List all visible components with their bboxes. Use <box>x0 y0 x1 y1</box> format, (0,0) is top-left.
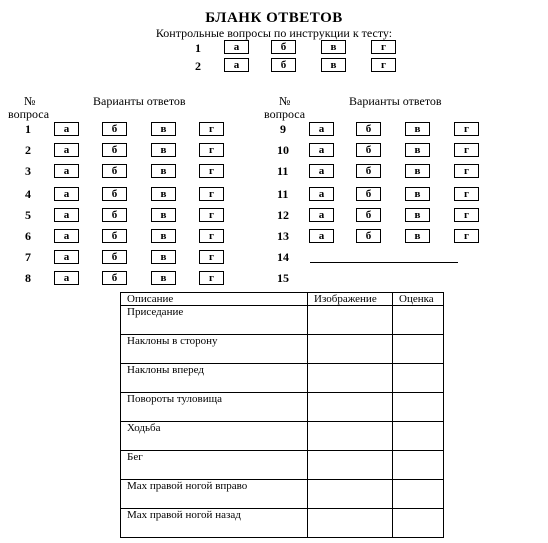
question-number: 10 <box>277 143 289 157</box>
q1-option-b[interactable]: б <box>102 122 127 136</box>
q10-option-b[interactable]: б <box>356 143 381 157</box>
q5-option-a[interactable]: а <box>54 208 79 222</box>
right-number-header-symbol: № <box>279 94 291 108</box>
exercise-image-cell[interactable] <box>308 509 393 538</box>
question-number: 5 <box>25 208 31 222</box>
left-variants-header: Варианты ответов <box>93 94 186 108</box>
q7-option-a[interactable]: а <box>54 250 79 264</box>
question-number: 8 <box>25 271 31 285</box>
q11b-option-a[interactable]: а <box>309 187 334 201</box>
q11b-option-v[interactable]: в <box>405 187 430 201</box>
q11-option-b[interactable]: б <box>356 164 381 178</box>
column-header-image: Изображение <box>308 293 393 306</box>
exercise-image-cell[interactable] <box>308 335 393 364</box>
q13-option-b[interactable]: б <box>356 229 381 243</box>
q12-option-g[interactable]: г <box>454 208 479 222</box>
exercise-score-cell[interactable] <box>393 509 444 538</box>
question-number: 1 <box>25 122 31 136</box>
exercise-score-cell[interactable] <box>393 364 444 393</box>
q11b-option-g[interactable]: г <box>454 187 479 201</box>
control-question-number: 1 <box>195 41 201 55</box>
left-number-header-label: вопроса <box>8 107 50 121</box>
q11-option-g[interactable]: г <box>454 164 479 178</box>
question-number: 11 <box>277 164 289 178</box>
q3-option-b[interactable]: б <box>102 164 127 178</box>
q5-option-v[interactable]: в <box>151 208 176 222</box>
q6-option-g[interactable]: г <box>199 229 224 243</box>
q12-option-b[interactable]: б <box>356 208 381 222</box>
form-title: БЛАНК ОТВЕТОВ <box>205 10 343 26</box>
q6-option-v[interactable]: в <box>151 229 176 243</box>
question-number: 4 <box>25 187 31 201</box>
q6-option-b[interactable]: б <box>102 229 127 243</box>
question-number: 11 <box>277 187 289 201</box>
q4-option-a[interactable]: а <box>54 187 79 201</box>
exercise-score-cell[interactable] <box>393 451 444 480</box>
q3-option-a[interactable]: а <box>54 164 79 178</box>
column-header-description: Описание <box>121 293 308 306</box>
table-row <box>121 480 444 509</box>
table-row <box>121 335 444 364</box>
q7-option-b[interactable]: б <box>102 250 127 264</box>
control-q1-option-v[interactable]: в <box>321 40 346 54</box>
left-number-header-symbol: № <box>24 94 36 108</box>
q11-option-a[interactable]: а <box>309 164 334 178</box>
exercise-image-cell[interactable] <box>308 451 393 480</box>
table-header-row <box>121 293 444 306</box>
q11-option-v[interactable]: в <box>405 164 430 178</box>
exercise-score-cell[interactable] <box>393 335 444 364</box>
q8-option-a[interactable]: а <box>54 271 79 285</box>
control-q1-option-g[interactable]: г <box>371 40 396 54</box>
column-header-score: Оценка <box>393 293 444 306</box>
q8-option-g[interactable]: г <box>199 271 224 285</box>
q12-option-v[interactable]: в <box>405 208 430 222</box>
q1-option-v[interactable]: в <box>151 122 176 136</box>
exercise-score-cell[interactable] <box>393 480 444 509</box>
exercise-image-cell[interactable] <box>308 480 393 509</box>
question-number: 9 <box>280 122 286 136</box>
table-row <box>121 509 444 538</box>
exercise-description: Бег <box>121 451 308 480</box>
control-q2-option-b[interactable]: б <box>271 58 296 72</box>
control-q1-option-a[interactable]: а <box>224 40 249 54</box>
q7-option-v[interactable]: в <box>151 250 176 264</box>
control-question-number: 2 <box>195 59 201 73</box>
q11b-option-b[interactable]: б <box>356 187 381 201</box>
right-number-header-label: вопроса <box>264 107 306 121</box>
q12-option-a[interactable]: а <box>309 208 334 222</box>
control-q1-option-b[interactable]: б <box>271 40 296 54</box>
q9-option-g[interactable]: г <box>454 122 479 136</box>
q6-option-a[interactable]: а <box>54 229 79 243</box>
q13-option-v[interactable]: в <box>405 229 430 243</box>
question-number: 3 <box>25 164 31 178</box>
q10-option-g[interactable]: г <box>454 143 479 157</box>
exercise-description: Повороты туловища <box>121 393 308 422</box>
q8-option-v[interactable]: в <box>151 271 176 285</box>
q4-option-g[interactable]: г <box>199 187 224 201</box>
exercise-image-cell[interactable] <box>308 393 393 422</box>
exercise-image-cell[interactable] <box>308 422 393 451</box>
q3-option-v[interactable]: в <box>151 164 176 178</box>
exercise-image-cell[interactable] <box>308 364 393 393</box>
q5-option-g[interactable]: г <box>199 208 224 222</box>
table-row <box>121 306 444 335</box>
q2-option-a[interactable]: а <box>54 143 79 157</box>
exercise-description: Приседание <box>121 306 308 335</box>
q9-option-v[interactable]: в <box>405 122 430 136</box>
question-number: 14 <box>277 250 289 264</box>
exercise-image-cell[interactable] <box>308 306 393 335</box>
form-subtitle: Контрольные вопросы по инструкции к тесту: <box>155 26 393 40</box>
exercise-score-cell[interactable] <box>393 393 444 422</box>
control-q2-option-v[interactable]: в <box>321 58 346 72</box>
q9-option-a[interactable]: а <box>309 122 334 136</box>
q10-option-v[interactable]: в <box>405 143 430 157</box>
q1-option-a[interactable]: а <box>54 122 79 136</box>
control-q2-option-a[interactable]: а <box>224 58 249 72</box>
control-q2-option-g[interactable]: г <box>371 58 396 72</box>
q10-option-a[interactable]: а <box>309 143 334 157</box>
q13-option-a[interactable]: а <box>309 229 334 243</box>
q2-option-v[interactable]: в <box>151 143 176 157</box>
exercise-score-cell[interactable] <box>393 306 444 335</box>
q2-option-b[interactable]: б <box>102 143 127 157</box>
table-row <box>121 393 444 422</box>
q8-option-b[interactable]: б <box>102 271 127 285</box>
q4-option-b[interactable]: б <box>102 187 127 201</box>
q5-option-b[interactable]: б <box>102 208 127 222</box>
right-variants-header: Варианты ответов <box>349 94 442 108</box>
question-number: 6 <box>25 229 31 243</box>
q1-option-g[interactable]: г <box>199 122 224 136</box>
q4-option-v[interactable]: в <box>151 187 176 201</box>
q3-option-g[interactable]: г <box>199 164 224 178</box>
exercise-description: Мах правой ногой назад <box>121 509 308 538</box>
q14-answer-line[interactable] <box>310 262 458 263</box>
question-number: 15 <box>277 271 289 285</box>
question-number: 7 <box>25 250 31 264</box>
table-row <box>121 451 444 480</box>
q13-option-g[interactable]: г <box>454 229 479 243</box>
exercise-score-cell[interactable] <box>393 422 444 451</box>
question-number: 2 <box>25 143 31 157</box>
question-number: 13 <box>277 229 289 243</box>
exercise-description: Ходьба <box>121 422 308 451</box>
q7-option-g[interactable]: г <box>199 250 224 264</box>
question-number: 12 <box>277 208 289 222</box>
exercise-description: Наклоны вперед <box>121 364 308 393</box>
exercise-description: Мах правой ногой вправо <box>121 480 308 509</box>
q2-option-g[interactable]: г <box>199 143 224 157</box>
table-row <box>121 422 444 451</box>
q9-option-b[interactable]: б <box>356 122 381 136</box>
exercise-description: Наклоны в сторону <box>121 335 308 364</box>
table-row <box>121 364 444 393</box>
exercise-table <box>120 292 444 538</box>
